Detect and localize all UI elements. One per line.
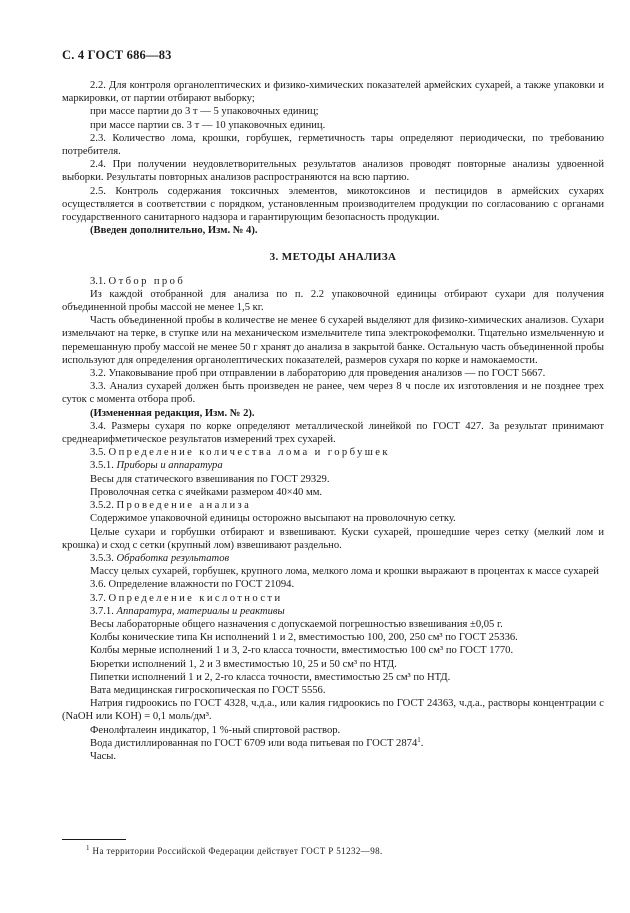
heading-3-5-1-num: 3.5.1. <box>90 460 114 472</box>
heading-3-5 <box>62 446 604 459</box>
paragraph-2-5: 2.5. Контроль содержания токсичных элементов, микотоксинов и пестицидов в армейских сухарях осуществляется в соответствии с порядком, установленным производителем продукции по согласованию с органами государственного санитарного надзора и гарантирующим безопасность продукции. <box>62 185 604 224</box>
footnote-text: На территории Российской Федерации действует ГОСТ Р 51232—98. <box>89 846 383 856</box>
heading-3-1-num: 3.1. <box>90 275 106 287</box>
paragraph-2-4: 2.4. При получении неудовлетворительных результатов анализов проводят повторные анализы удвоенной выборки. Результаты повторных анализов распространяются на всю партию. <box>62 159 604 184</box>
paragraph-2-2-b: при массе партии св. 3 т — 10 упаковочных единиц. <box>90 119 326 131</box>
paragraph-3-7-1-i-end: . <box>420 737 424 749</box>
paragraph-3-7-1-c: Колбы мерные исполнений 1 и 3, 2-го класса точности, вместимостью 100 см³ по ГОСТ 1770. <box>90 645 514 657</box>
heading-3-5-title: Определение количества лома и горбушек <box>108 447 390 459</box>
amendment-note-2: (Измененная редакция, Изм. № 2). <box>90 407 255 419</box>
paragraph-3-7-1-f: Вата медицинская гигроскопическая по ГОСТ 5556. <box>90 684 326 696</box>
page-header: С. 4 ГОСТ 686—83 <box>62 48 172 62</box>
paragraph-3-5-1-b: Проволочная сетка с ячейками размером 40×40 мм. <box>90 486 323 498</box>
heading-3-5-1 <box>62 459 604 472</box>
heading-3-5-2-num: 3.5.2. <box>90 500 114 512</box>
heading-3-5-3-title: Обработка результатов <box>116 552 230 564</box>
heading-3-7-1 <box>62 605 604 618</box>
paragraph-3-5-1-a: Весы для статического взвешивания по ГОСТ 29329. <box>90 473 330 485</box>
footnote-ref: 1 <box>417 735 421 744</box>
heading-3-1-title: Отбор проб <box>108 275 186 287</box>
paragraph-3-7-1-e: Пипетки исполнений 1 и 2, 2-го класса точности, вместимостью 25 см³ по НТД. <box>90 671 451 683</box>
paragraph-3-5-2-b: Целые сухари и горбушки отбирают и взвешивают. Куски сухарей, прошедшие через сетку (мелкий лом и крошка) и сход с сетки (крупный лом) взвешивают раздельно. <box>62 526 604 551</box>
footnote-divider <box>62 839 126 840</box>
heading-3-5-3 <box>62 552 604 565</box>
heading-3-1 <box>62 275 604 288</box>
paragraph-3-7-1-j: Часы. <box>90 750 117 762</box>
paragraph-3-5-3: Массу целых сухарей, горбушек, крупного лома, мелкого лома и крошки выражают в процентах к массе сухарей <box>90 566 599 578</box>
paragraph-3-7-1-b: Колбы конические типа Кн исполнений 1 и 2, вместимостью 100, 200, 250 см³ по ГОСТ 25336. <box>90 632 518 644</box>
heading-3-7-1-num: 3.7.1. <box>90 605 114 617</box>
paragraph-3-7-1-h: Фенолфталеин индикатор, 1 %-ный спиртовой раствор. <box>90 724 341 736</box>
paragraph-2-3: 2.3. Количество лома, крошки, горбушек, герметичность тары определяют периодически, по требованию потребителя. <box>62 132 604 158</box>
paragraph-3-2: 3.2. Упаковывание проб при отправлении в лабораторию для проведения анализов — по ГОСТ 5667. <box>90 368 546 380</box>
heading-3-7 <box>62 592 604 605</box>
heading-3-5-1-title: Приборы и аппаратура <box>116 460 223 472</box>
footnote-mark: 1 <box>86 844 90 852</box>
heading-3-5-num: 3.5. <box>90 447 106 459</box>
paragraph-3-7-1-i <box>62 737 604 750</box>
heading-3-7-title: Определение кислотности <box>108 592 283 604</box>
paragraph-2-2: 2.2. Для контроля органолептических и физико-химических показателей армейских сухарей, а также упаковки и маркировки, от партии отбирают выборку; <box>62 80 604 105</box>
paragraph-3-7-1-i-text: Вода дистиллированная по ГОСТ 6709 или вода питьевая по ГОСТ 2874 <box>90 737 418 749</box>
heading-3-5-2-title: Проведение анализа <box>116 500 252 512</box>
heading-3-7-1-title: Аппаратура, материалы и реактивы <box>116 605 285 617</box>
paragraph-3-7-1-d: Бюретки исполнений 1, 2 и 3 вместимостью 10, 25 и 50 см³ по НТД. <box>90 658 397 670</box>
footnote <box>86 846 383 856</box>
paragraph-3-6: 3.6. Определение влажности по ГОСТ 21094. <box>90 579 295 591</box>
heading-3-5-2 <box>62 499 604 512</box>
paragraph-3-5-2-a: Содержимое упаковочной единицы осторожно высыпают на проволочную сетку. <box>90 513 456 525</box>
heading-3-5-3-num: 3.5.3. <box>90 552 114 564</box>
paragraph-3-7-1-g: Натрия гидроокись по ГОСТ 4328, ч.д.а., или калия гидроокись по ГОСТ 24363, ч.д.а., растворы концентрации с (NaOH или KOH) = 0,1 моль/дм³. <box>62 698 604 723</box>
paragraph-3-4: 3.4. Размеры сухаря по корке определяют металлической линейкой по ГОСТ 427. За результат принимают среднеарифметическое результатов измерений трех сухарей. <box>62 420 604 446</box>
paragraph-2-2-a: при массе партии до 3 т — 5 упаковочных единиц; <box>90 106 319 118</box>
paragraph-3-3: 3.3. Анализ сухарей должен быть произведен не ранее, чем через 8 ч после их изготовления и не позднее трех суток с момента отбора проб. <box>62 381 604 406</box>
document-body <box>62 79 604 763</box>
paragraph-3-1-b: Часть объединенной пробы в количестве не менее 6 сухарей выделяют для физико-химических анализов. Сухари измельчают на терке, в ступке или на механическом измельчителе типа электрокофемолки. Тщательно измельченную и перемешанную пробу массой не менее 50 г хранят до анализа в закрытой банке. Остальную часть объединенной пробы используют для определения органолептических показателей, размеров сухаря по корке и намокаемости. <box>62 315 604 366</box>
paragraph-3-1-a: Из каждой отобранной для анализа по п. 2.2 упаковочной единицы отбирают сухари для получения объединенной пробы массой не менее 1,5 кг. <box>62 288 604 314</box>
paragraph-3-7-1-a: Весы лабораторные общего назначения с допускаемой погрешностью взвешивания ±0,05 г. <box>90 618 503 630</box>
amendment-note-4: (Введен дополнительно, Изм. № 4). <box>90 225 258 237</box>
section-title-3: 3. МЕТОДЫ АНАЛИЗА <box>269 251 397 264</box>
heading-3-7-num: 3.7. <box>90 592 106 604</box>
